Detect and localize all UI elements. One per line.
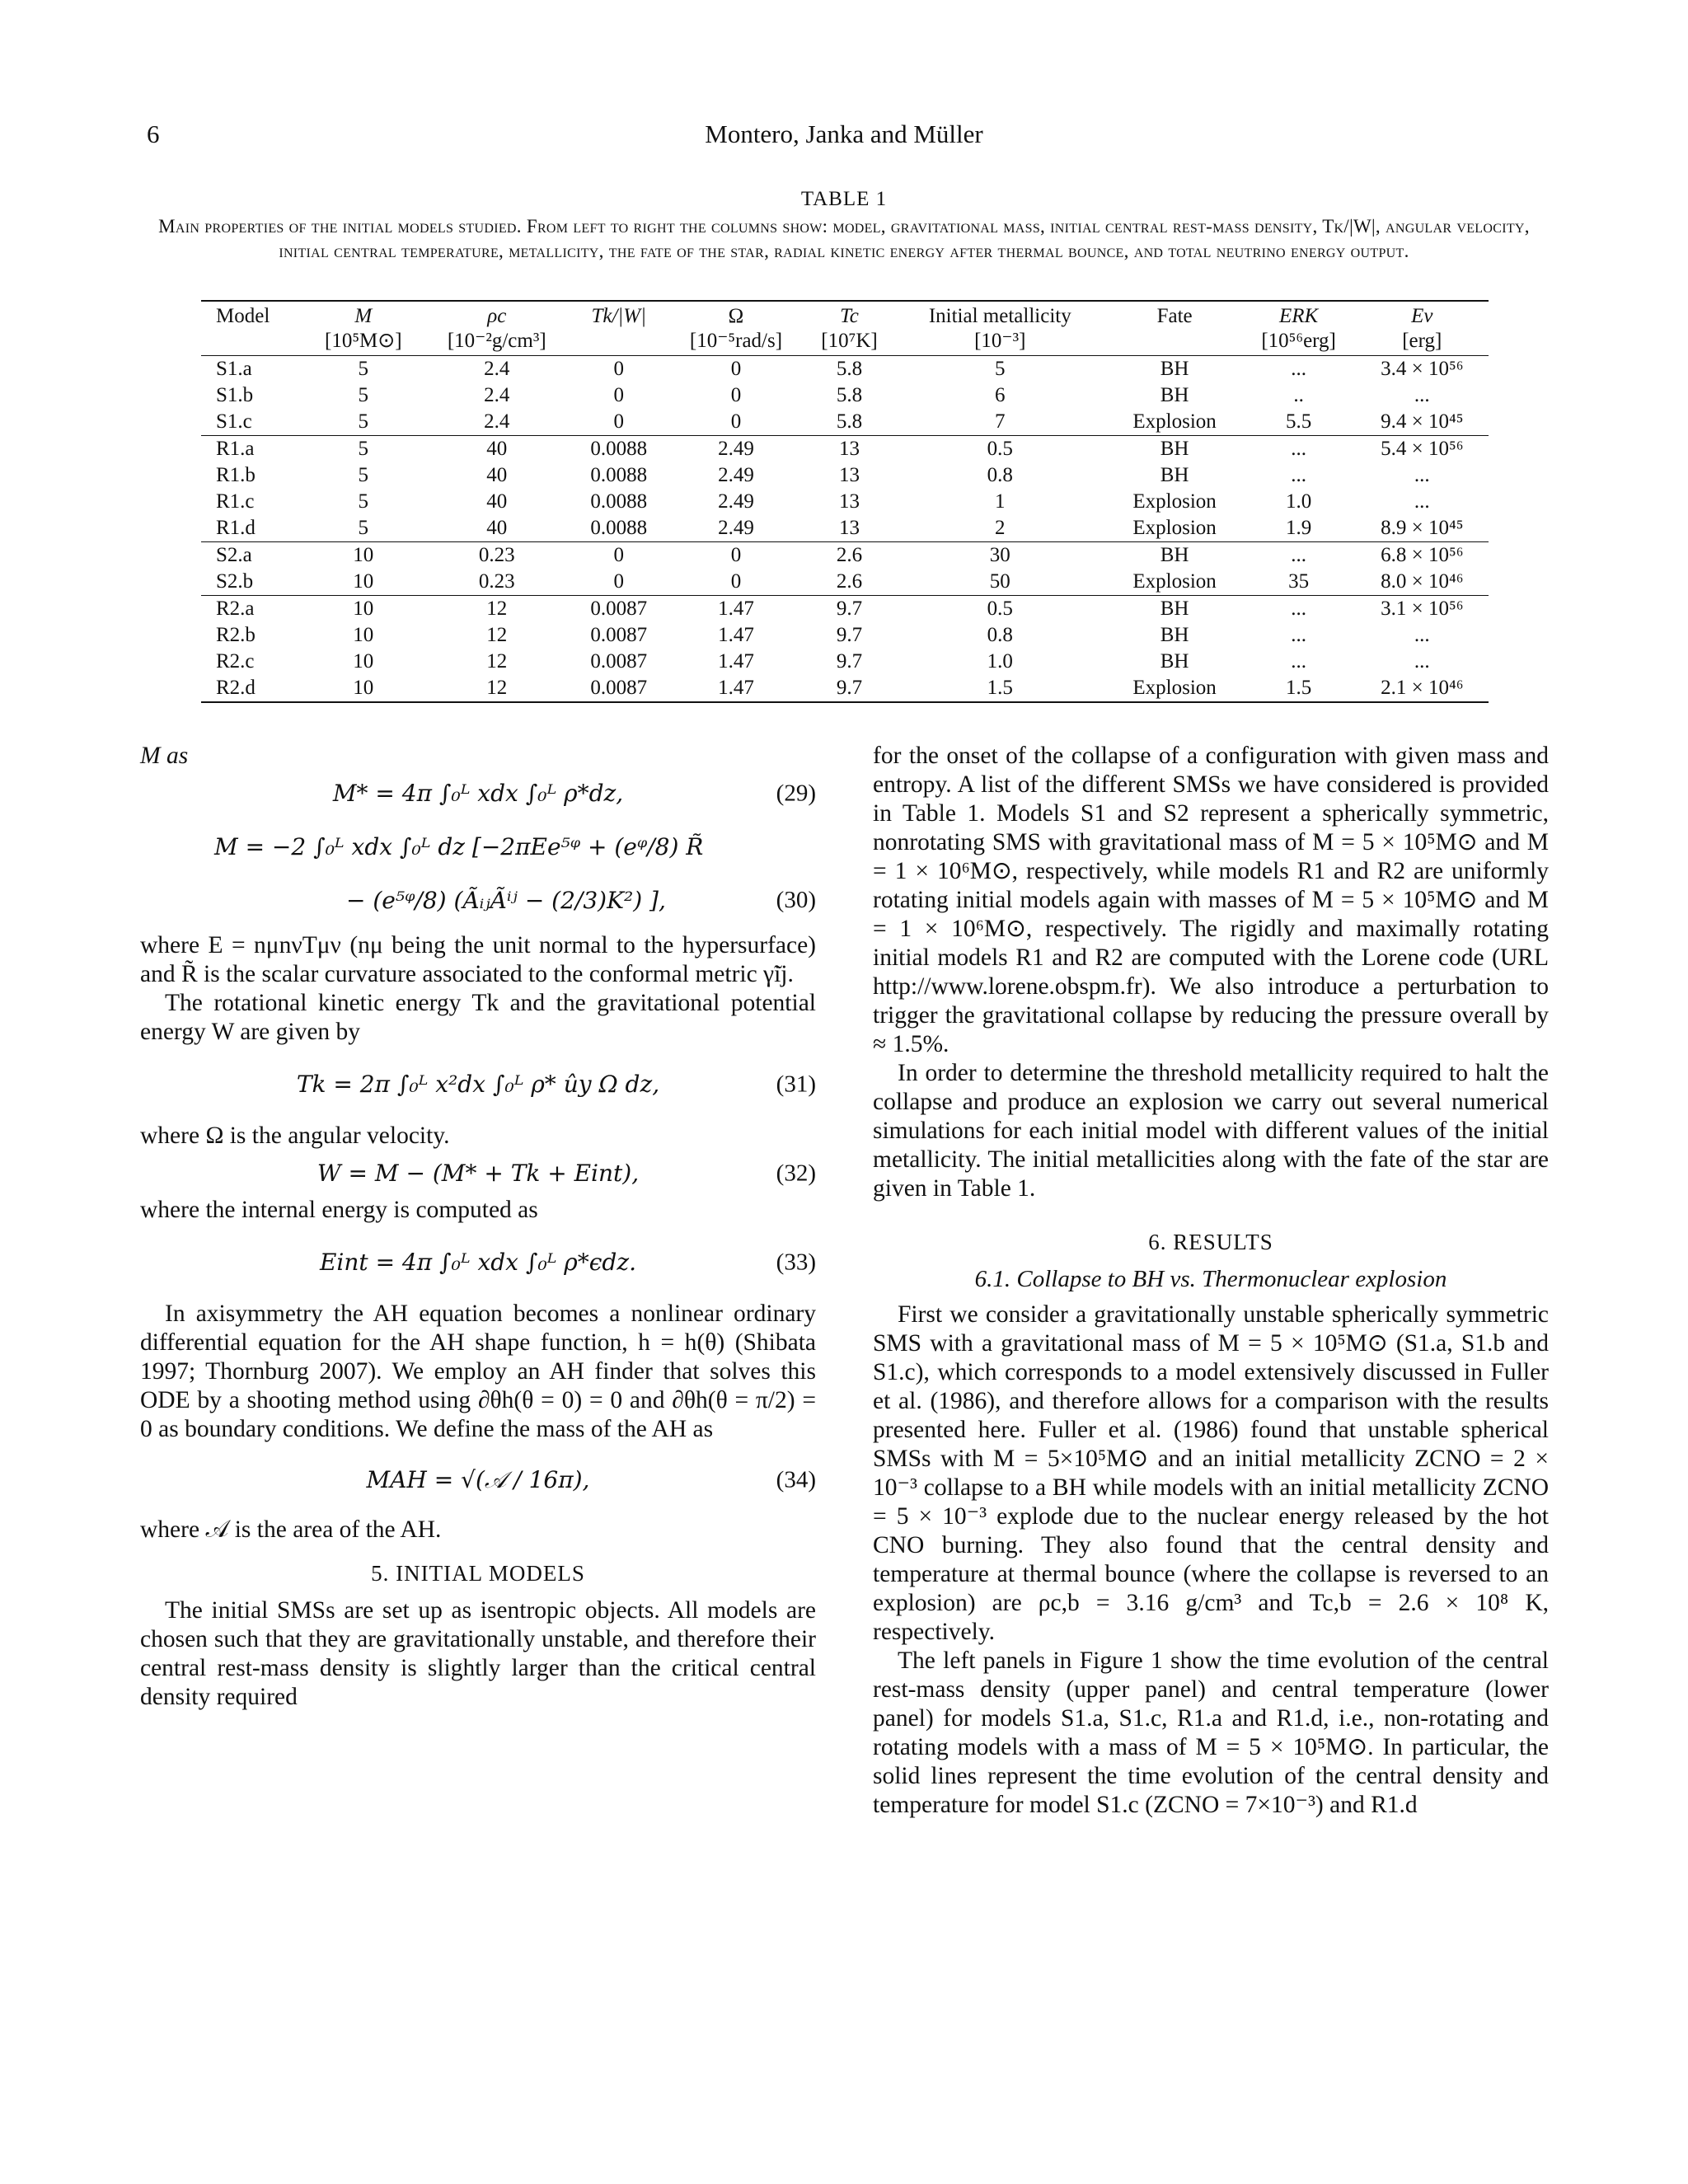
table-cell: 2.49 xyxy=(718,490,754,513)
table-cell: 10 xyxy=(305,542,422,569)
equation-number: (33) xyxy=(776,1249,816,1275)
table-cell: S1.c xyxy=(216,410,252,433)
paragraph: for the onset of the collapse of a configuration with given mass and entropy. A list of the different SMSs we have considered is provided in Table 1. Models S1 and S2 represent a spherically symmetric, nonrotating SMS with gravitational mass of M = 5 × 10⁵M⊙ and M = 1 × 10⁶M⊙, respectively, while models R1 and R2 are uniformly rotating initial models again with masses of M = 5 × 10⁵M⊙ and M = 1 × 10⁶M⊙, respectively. The rigidly and maximally rotating initial models R1 and R2 are computed with the Lorene code (URL http://www.lorene.obspm.fr). We also introduce a perturbation to trigger the gravitational collapse by reducing the pressure overall by ≈ 1.5%. xyxy=(873,743,1549,1057)
table-row xyxy=(201,462,1489,489)
table-cell: 1 xyxy=(995,490,1006,513)
table-cell: R2.c xyxy=(216,650,255,673)
table-cell: 2.49 xyxy=(666,436,806,463)
table-cell: ... xyxy=(1414,624,1430,646)
table-cell: 0 xyxy=(730,358,742,380)
table-cell: S1.b xyxy=(216,384,254,406)
paragraph: where 𝒜 is the area of the AH. xyxy=(140,1516,442,1543)
table-row xyxy=(201,409,1489,436)
table-cell: 12 xyxy=(486,624,508,646)
table-cell: 35 xyxy=(1288,570,1310,593)
table-cell: ... xyxy=(1242,542,1356,569)
col-unit: [10⁵M⊙] xyxy=(305,329,422,356)
table-row xyxy=(201,622,1489,649)
table-cell: 5.4 × 10⁵⁶ xyxy=(1356,436,1489,463)
table-cell: 8.0 × 10⁴⁶ xyxy=(1381,570,1464,593)
table-row xyxy=(201,596,1489,623)
table-cell: 5 xyxy=(305,436,422,463)
table-cell: BH xyxy=(1108,436,1242,463)
col-unit xyxy=(572,329,666,356)
table-cell: 6 xyxy=(995,384,1006,406)
page-header xyxy=(138,120,1550,152)
table-cell: BH xyxy=(1160,624,1189,646)
col-header: M xyxy=(305,301,422,329)
table-units-row xyxy=(201,329,1489,356)
equation-31 xyxy=(140,1070,816,1099)
col-header: Model xyxy=(201,301,305,329)
table-cell: 10 xyxy=(353,624,374,646)
paragraph: The left panels in Figure 1 show the time evolution of the central rest-mass density (upper panel) and central temperature (lower panel) for models S1.a, S1.c, R1.a and R1.d, i.e., non-rotating and rotating models with a mass of M = 5 × 10⁵M⊙. In particular, the solid lines represent the time evolution of the central density and temperature for model S1.c (ZCNO = 7×10⁻³) and R1.d xyxy=(873,1647,1549,1818)
col-header: Eν xyxy=(1356,301,1489,329)
table-cell: 0.8 xyxy=(987,464,1013,486)
table-cell: Explosion xyxy=(1132,490,1217,513)
table-cell: 30 xyxy=(893,542,1108,569)
equation-body: Eint = 4π ∫₀ᴸ xdx ∫₀ᴸ ρ*ϵdz. xyxy=(319,1249,636,1276)
table-cell: 13 xyxy=(839,464,860,486)
table-cell: 12 xyxy=(422,675,572,702)
table-cell: 1.47 xyxy=(666,675,806,702)
table-row xyxy=(201,649,1489,675)
table-cell: 0.5 xyxy=(893,436,1108,463)
table-cell: 5.8 xyxy=(836,358,863,380)
table-cell: R2.b xyxy=(216,624,256,646)
table-cell: 0 xyxy=(730,384,742,406)
table-row xyxy=(201,489,1489,515)
table-cell: R1.d xyxy=(216,517,256,539)
table-cell: Explosion xyxy=(1132,570,1217,593)
equation-30 xyxy=(140,832,816,915)
paragraph: where the internal energy is computed as xyxy=(140,1197,538,1223)
table-cell: 1.5 xyxy=(1242,675,1356,702)
right-column xyxy=(873,742,1549,1820)
table-title: TABLE 1 xyxy=(800,188,888,210)
subsection-title: 6.1. Collapse to BH vs. Thermonuclear explosion xyxy=(974,1266,1447,1292)
section-title: 6. RESULTS xyxy=(1148,1230,1273,1254)
equation-number: (30) xyxy=(776,887,816,913)
table-cell: 1.0 xyxy=(1285,490,1312,513)
table-cell: 0 xyxy=(613,358,624,380)
table-cell: .. xyxy=(1293,384,1304,406)
table-cell: 5.8 xyxy=(836,410,863,433)
equation-body-line1: M = −2 ∫₀ᴸ xdx ∫₀ᴸ dz [−2πEe⁵ᵠ + (eᵠ/8) R̃ xyxy=(214,833,704,860)
table-cell: 0.0088 xyxy=(590,464,648,486)
table-cell: 1.47 xyxy=(718,650,754,673)
table-cell: 5 xyxy=(358,410,369,433)
col-header: Fate xyxy=(1108,301,1242,329)
table-cell: 0.23 xyxy=(422,542,572,569)
table-cell: Explosion xyxy=(1132,517,1217,539)
col-unit: [10⁻⁵rad/s] xyxy=(666,329,806,356)
table-cell: 9.7 xyxy=(806,596,893,623)
table-cell: 0 xyxy=(572,542,666,569)
table-cell: 10 xyxy=(353,650,374,673)
table-cell: 0.0088 xyxy=(590,517,648,539)
table-cell: 13 xyxy=(806,436,893,463)
col-header: ρc xyxy=(422,301,572,329)
equation-29 xyxy=(140,779,816,808)
table-cell: 40 xyxy=(486,517,508,539)
table-body xyxy=(201,356,1489,703)
table-cell: 0.0087 xyxy=(590,650,648,673)
col-unit: [10⁵⁶erg] xyxy=(1242,329,1356,356)
table-cell: R1.c xyxy=(216,490,255,513)
table-cell: 5.5 xyxy=(1285,410,1312,433)
table-cell: 1.47 xyxy=(666,596,806,623)
table-cell: 1.5 xyxy=(893,675,1108,702)
table-cell: ... xyxy=(1291,624,1306,646)
table-cell: Explosion xyxy=(1132,410,1217,433)
table-cell: 2.4 xyxy=(484,410,510,433)
table-cell: ... xyxy=(1414,464,1430,486)
running-head-authors: Montero, Janka and Müller xyxy=(705,120,983,148)
table-cell: 3.1 × 10⁵⁶ xyxy=(1356,596,1489,623)
equation-body-line2: − (e⁵ᵠ/8) (ÃᵢⱼÃⁱʲ − (2/3)K²) ], xyxy=(346,887,666,914)
table-cell: 50 xyxy=(989,570,1010,593)
col-unit xyxy=(201,329,305,356)
table-cell: 7 xyxy=(995,410,1006,433)
table-cell: 10 xyxy=(305,675,422,702)
table-cell: 2.6 xyxy=(806,542,893,569)
table-row xyxy=(201,515,1489,542)
col-header: Initial metallicity xyxy=(893,301,1108,329)
table-cell: S2.b xyxy=(216,570,254,593)
table-cell: 0.0087 xyxy=(572,596,666,623)
table-row xyxy=(201,436,1489,463)
table-cell: 5 xyxy=(358,384,369,406)
table-cell: 9.7 xyxy=(836,650,863,673)
equation-body: W = M − (M* + Tk + Eint), xyxy=(316,1160,640,1187)
table-row xyxy=(201,356,1489,383)
table-cell: 5 xyxy=(995,358,1006,380)
col-unit: [10⁻³] xyxy=(893,329,1108,356)
table-cell: BH xyxy=(1160,384,1189,406)
table-cell: 10 xyxy=(305,596,422,623)
table-cell: 2 xyxy=(995,517,1006,539)
table-cell: S1.a xyxy=(216,358,252,380)
table-cell: 13 xyxy=(839,517,860,539)
table-cell: BH xyxy=(1160,464,1189,486)
table-cell: R1.a xyxy=(201,436,305,463)
table-cell: 0 xyxy=(613,570,624,593)
table-cell: 6.8 × 10⁵⁶ xyxy=(1356,542,1489,569)
table-cell: 0.0088 xyxy=(590,490,648,513)
table-cell: 2.1 × 10⁴⁶ xyxy=(1356,675,1489,702)
col-unit: [10⁻²g/cm³] xyxy=(422,329,572,356)
table-cell: ... xyxy=(1291,358,1306,380)
table-cell: 5 xyxy=(358,517,369,539)
table-cell: 0 xyxy=(613,384,624,406)
equation-32 xyxy=(140,1159,816,1188)
col-unit: [10⁷K] xyxy=(806,329,893,356)
table-cell: ... xyxy=(1242,436,1356,463)
equation-34 xyxy=(140,1465,816,1494)
table-cell: 1.0 xyxy=(987,650,1013,673)
left-column xyxy=(140,742,816,1712)
table-row xyxy=(201,382,1489,409)
table-cell: 0 xyxy=(730,570,742,593)
table-cell: 0.5 xyxy=(893,596,1108,623)
table-cell: R2.a xyxy=(201,596,305,623)
table-cell: R1.b xyxy=(216,464,256,486)
table-header-row xyxy=(201,301,1489,329)
table-cell: 40 xyxy=(486,490,508,513)
paragraph: where Ω is the angular velocity. xyxy=(140,1122,450,1149)
table-cell: 5 xyxy=(358,490,369,513)
col-header: Tk/|W| xyxy=(572,301,666,329)
page-number: 6 xyxy=(147,120,160,148)
table-cell: 0.8 xyxy=(987,624,1013,646)
table-cell: 1.47 xyxy=(718,624,754,646)
table-cell: 40 xyxy=(486,464,508,486)
table-cell: 3.4 × 10⁵⁶ xyxy=(1381,358,1464,380)
table-cell: BH xyxy=(1160,358,1189,380)
table-cell: 2.6 xyxy=(836,570,863,593)
table-cell: 9.4 × 10⁴⁵ xyxy=(1381,410,1464,433)
paragraph: where E = nμnνTμν (nμ being the unit normal to the hypersurface) and R̃ is the scalar curvature associated to the conformal metric γ̃ij. xyxy=(140,932,816,987)
table-cell: 0.0087 xyxy=(590,624,648,646)
table-cell: ... xyxy=(1242,596,1356,623)
table-cell: 0.23 xyxy=(478,570,515,593)
table-cell: 12 xyxy=(486,650,508,673)
table-cell: ... xyxy=(1414,490,1430,513)
table-cell: BH xyxy=(1108,596,1242,623)
equation-body: M* = 4π ∫₀ᴸ xdx ∫₀ᴸ ρ*dz, xyxy=(332,780,624,807)
table-caption: Main properties of the initial models studied. From left to right the columns show: model, gravitational mass, initial central rest-mass density, Tk/|W|, angular velocity, initial central temperature, metallicity, the fate of the star, radial kinetic energy after thermal bounce, and total neutrino energy output. xyxy=(158,216,1530,261)
table-cell: 1.9 xyxy=(1285,517,1312,539)
paragraph: First we consider a gravitationally unstable spherically symmetric SMS with a gravitational mass of M = 5 × 10⁵M⊙ (S1.a, S1.b and S1.c), which corresponds to a model extensively discussed in Fuller et al. (1986), and therefore allows for a comparison with the results presented here. Fuller et al. (1986) found that unstable spherical SMSs with M = 5×10⁵M⊙ and an initial metallicity ZCNO = 2 × 10⁻³ collapse to a BH while models with an initial metallicity ZCNO = 5 × 10⁻³ explode due to the nuclear energy released by the hot CNO burning. They also found that the central density and temperature at thermal bounce (where the collapse is reversed to an explosion) are ρc,b = 3.16 g/cm³ and Tc,b = 2.6 × 10⁸ K, respectively. xyxy=(873,1301,1549,1645)
table-cell: 2.49 xyxy=(718,464,754,486)
table-cell: 2.49 xyxy=(718,517,754,539)
paragraph: M as xyxy=(140,743,189,769)
table-cell: BH xyxy=(1108,542,1242,569)
table-cell: 9.7 xyxy=(836,624,863,646)
table-cell: 10 xyxy=(353,570,374,593)
col-header: Ω xyxy=(666,301,806,329)
table-cell: BH xyxy=(1160,650,1189,673)
table-cell: 5 xyxy=(358,464,369,486)
equation-body: MAH = √(𝒜 / 16π), xyxy=(366,1466,590,1493)
models-table xyxy=(201,300,1489,703)
paragraph: In axisymmetry the AH equation becomes a nonlinear ordinary differential equation for the AH shape function, h = h(θ) (Shibata 1997; Thornburg 2007). We employ an AH finder that solves this ODE by a shooting method using ∂θh(θ = 0) = 0 and ∂θh(θ = π/2) = 0 as boundary conditions. We define the mass of the AH as xyxy=(140,1301,816,1442)
table-cell: Explosion xyxy=(1108,675,1242,702)
table-cell: 0 xyxy=(613,410,624,433)
col-header: Tc xyxy=(806,301,893,329)
col-unit xyxy=(1108,329,1242,356)
col-unit: [erg] xyxy=(1356,329,1489,356)
section-title: 5. INITIAL MODELS xyxy=(371,1561,585,1586)
table-cell: ... xyxy=(1414,384,1430,406)
table-cell: ... xyxy=(1291,650,1306,673)
paragraph: The initial SMSs are set up as isentropic objects. All models are chosen such that they are gravitationally unstable, and therefore their central rest-mass density is slightly larger than the critical central density required xyxy=(140,1597,816,1710)
table-cell: ... xyxy=(1414,650,1430,673)
col-header: ERK xyxy=(1242,301,1356,329)
table-row xyxy=(201,569,1489,596)
table-cell: S2.a xyxy=(201,542,305,569)
table-cell: 0 xyxy=(730,410,742,433)
table-cell: 5 xyxy=(358,358,369,380)
equation-number: (34) xyxy=(776,1466,816,1493)
table-cell: R2.d xyxy=(201,675,305,702)
table-cell: 0 xyxy=(666,542,806,569)
table-row xyxy=(201,542,1489,569)
paragraph: In order to determine the threshold metallicity required to halt the collapse and produce an explosion we carry out several numerical simulations for each initial model with different values of the initial metallicity. The initial metallicities along with the fate of the star are given in Table 1. xyxy=(873,1060,1549,1202)
table-cell: 8.9 × 10⁴⁵ xyxy=(1381,517,1464,539)
table-cell: 5.8 xyxy=(836,384,863,406)
equation-body: Tk = 2π ∫₀ᴸ x²dx ∫₀ᴸ ρ* ûy Ω dz, xyxy=(296,1071,660,1098)
table-cell: 2.4 xyxy=(484,384,510,406)
table-cell: 0.0087 xyxy=(572,675,666,702)
equation-number: (31) xyxy=(776,1071,816,1097)
paragraph: The rotational kinetic energy Tk and the gravitational potential energy W are given by xyxy=(140,990,816,1045)
equation-33 xyxy=(140,1248,816,1277)
table-cell: ... xyxy=(1291,464,1306,486)
table-cell: 2.4 xyxy=(484,358,510,380)
table-cell: 13 xyxy=(839,490,860,513)
table-cell: 0.0088 xyxy=(572,436,666,463)
table-cell: 12 xyxy=(422,596,572,623)
equation-number: (29) xyxy=(776,780,816,806)
table-cell: 9.7 xyxy=(806,675,893,702)
table-cell: 40 xyxy=(422,436,572,463)
table-row xyxy=(201,675,1489,702)
equation-number: (32) xyxy=(776,1160,816,1186)
